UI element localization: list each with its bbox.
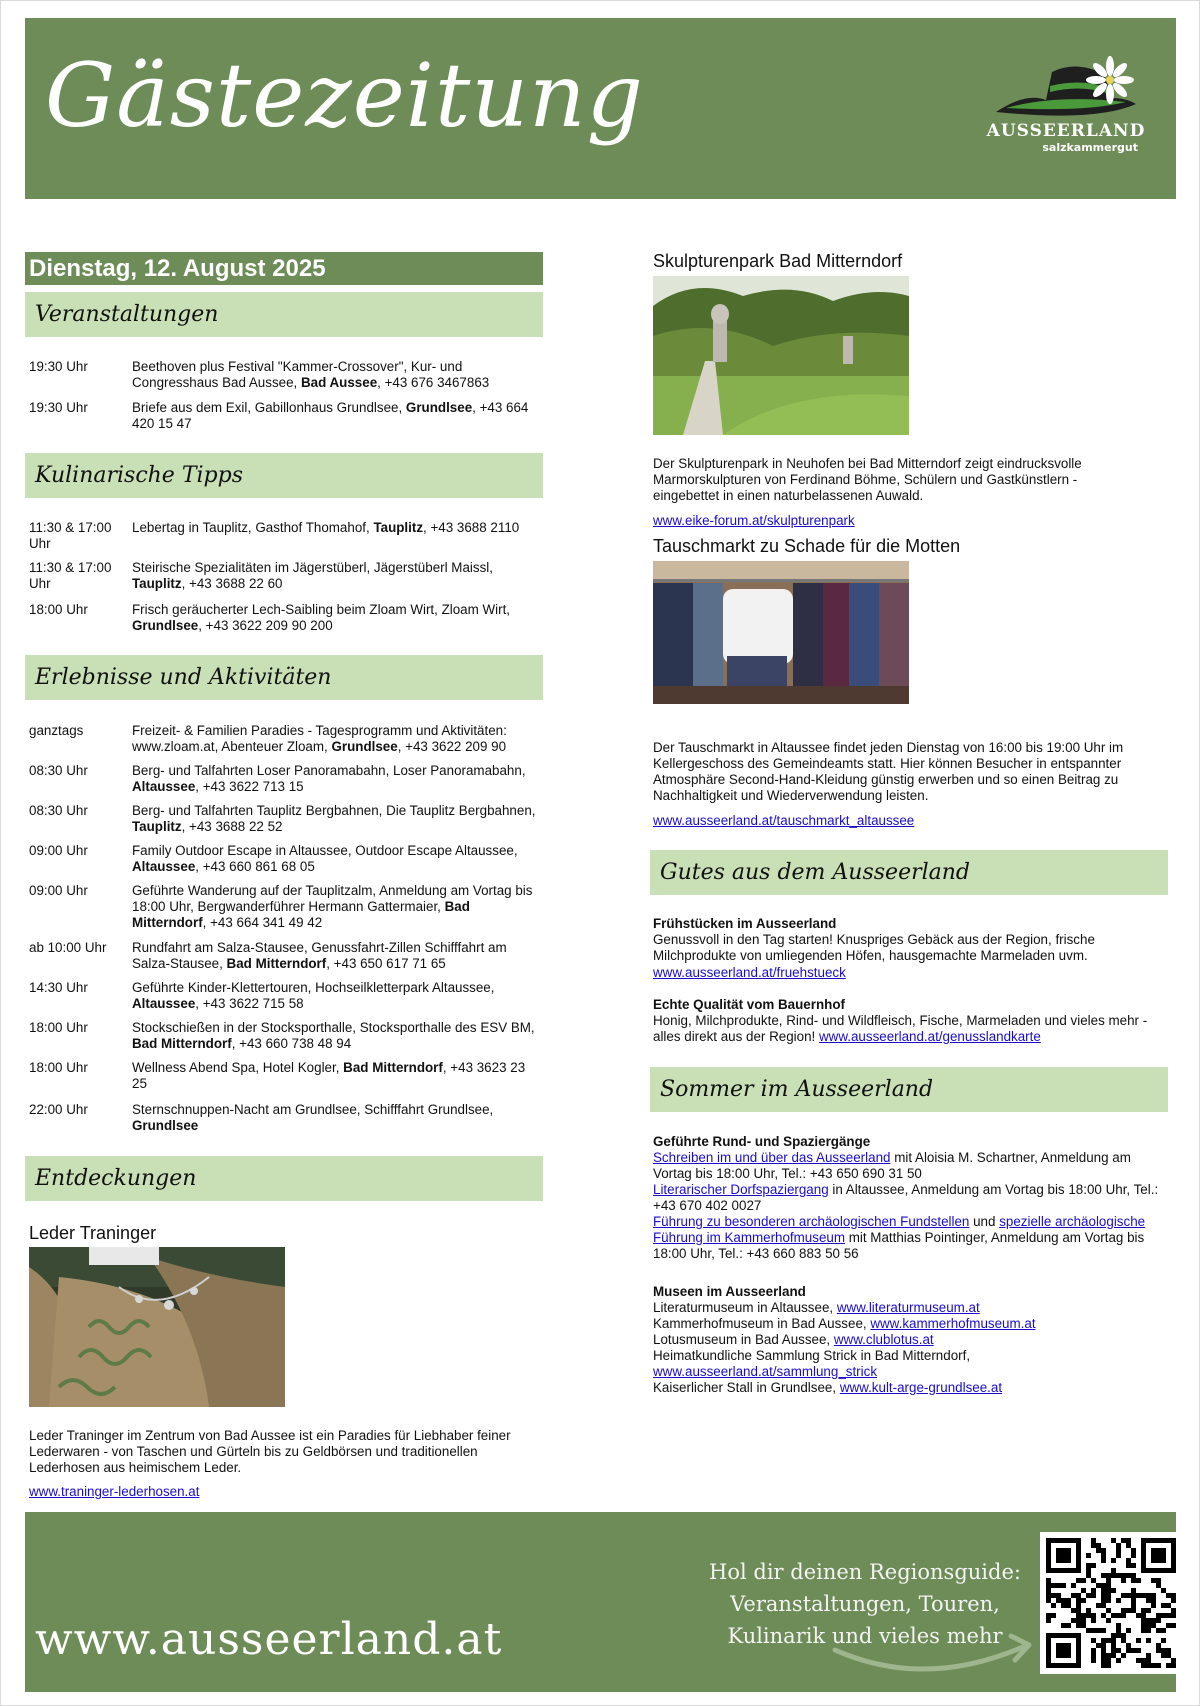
fruehstueck-text: Genussvoll in den Tag starten! Knuspriges Gebäck aus der Region, frische Milchprodukte von umliegenden Höfen, hausgemachte Marmeladen uvm. [653,932,1095,963]
event-phone: , +43 664 341 49 42 [202,915,323,930]
event-text: Berg- und Talfahrten Tauplitz Bergbahnen, Die Tauplitz Bergbahnen, [132,803,536,818]
section-entdeckungen [25,1156,543,1201]
tour-item [653,1182,1173,1214]
section-sommer [650,1067,1168,1112]
event-phone: , +43 650 617 71 65 [326,956,446,971]
event-description [132,1102,542,1134]
event-description [132,1020,542,1052]
event-text: Stockschießen in der Stocksporthalle, Stocksporthalle des ESV BM, [132,1020,535,1035]
tour-text: und [969,1214,1000,1229]
event-text: Family Outdoor Escape in Altaussee, Outdoor Escape Altaussee, [132,843,518,858]
skulpturenpark-link[interactable]: www.eike-forum.at/skulpturenpark [653,513,855,528]
section-veranstaltungen [25,292,543,337]
qr-code-icon [1046,1538,1176,1668]
footer-banner [25,1512,1176,1692]
guide-line: Hol dir deinen Regionsguide: [709,1560,1021,1584]
event-description [132,980,542,1012]
event-time: 09:00 Uhr [29,883,88,898]
tauschmarkt-link[interactable]: www.ausseerland.at/tauschmarkt_altaussee [653,813,915,828]
fruehstueck-heading: Frühstücken im Ausseerland [653,916,837,931]
event-place: Grundlsee [331,739,398,754]
museum-name: Kammerhofmuseum in Bad Aussee, [653,1316,871,1331]
event-place: Grundlsee [405,400,473,415]
event-time: 19:30 Uhr [29,400,88,415]
section-title: Gutes aus dem Ausseerland [660,860,971,885]
touren-list [653,1150,1173,1262]
event-description [132,763,542,795]
arrow-icon [825,1620,1045,1680]
museum-item [653,1300,1173,1316]
event-phone: , +43 3622 713 15 [195,779,304,794]
event-description [132,520,542,536]
event-place: Altaussee [132,779,196,794]
event-time: 08:30 Uhr [29,803,88,818]
event-text: Berg- und Talfahrten Loser Panoramabahn, Loser Panoramabahn, [132,763,526,778]
genusslandkarte-link[interactable]: www.ausseerland.at/genusslandkarte [818,1029,1041,1044]
event-phone: , +43 3688 22 52 [181,819,283,834]
museum-link[interactable]: www.kammerhofmuseum.at [870,1316,1036,1331]
event-place: Bad Mitterndorf [226,956,327,971]
event-phone: , +43 3623 23 25 [132,1060,526,1091]
museum-item [653,1316,1173,1332]
event-time: 22:00 Uhr [29,1102,88,1117]
guide-line: Veranstaltungen, Touren, [730,1592,1000,1616]
event-description [132,843,542,875]
event-time: 09:00 Uhr [29,843,88,858]
event-phone: , +43 664 420 15 47 [132,400,529,431]
museum-item [653,1348,1173,1380]
event-place: Tauplitz [132,576,182,591]
event-place: Bad Mitterndorf [132,1036,232,1051]
event-description [132,723,542,755]
event-phone: , +43 3622 209 90 200 [198,618,333,633]
event-phone: , +43 676 3467863 [377,375,490,390]
event-phone: , +43 3622 715 58 [195,996,304,1011]
event-place: Bad Mitterndorf [343,1060,443,1075]
section-title: Veranstaltungen [35,302,219,327]
museum-link[interactable]: www.literaturmuseum.at [836,1300,980,1315]
museum-name: Heimatkundliche Sammlung Strick in Bad Mitterndorf, [653,1348,971,1363]
leder-traninger-text: Leder Traninger im Zentrum von Bad Aussee ist ein Paradies für Liebhaber feiner Lederwaren - von Taschen und Gürteln bis zu Geldbörsen und traditionellen Lederhosen aus heimischem Leder. [29,1428,511,1475]
skulpturenpark-text: Der Skulpturenpark in Neuhofen bei Bad Mitterndorf zeigt eindrucksvolle Marmorskulpturen von Ferdinand Böhme, Schülern und Gastkünstlern - eingebettet in einen naturbelassenen Auwald. [653,456,1082,503]
event-text: Beethoven plus Festival "Kammer-Crossover", Kur- und Congresshaus Bad Aussee, [132,359,463,390]
event-description [132,1060,542,1092]
hat-icon [986,52,1146,122]
event-place: Bad Aussee [300,375,378,390]
event-place: Grundlsee [132,618,199,633]
bauernhof-text: Honig, Milchprodukte, Rind- und Wildfleisch, Fische, Marmeladen und vieles mehr - alles direkt aus der Region! [653,1013,1148,1044]
tauschmarkt-heading: Tauschmarkt zu Schade für die Motten [653,536,961,556]
museen-list [653,1300,1173,1396]
event-description [132,400,542,432]
touren-heading: Geführte Rund- und Spaziergänge [653,1134,871,1149]
bauernhof-text-block [653,1013,1153,1045]
tour-link[interactable]: Literarischer Dorfspaziergang [653,1182,829,1197]
museum-link[interactable]: www.kult-arge-grundlsee.at [839,1380,1003,1395]
event-text: Steirische Spezialitäten im Jägerstüberl, Jägerstüberl Maissl, [132,560,493,575]
event-phone: , +43 3622 209 90 [397,739,507,754]
event-text: Frisch geräucherter Lech-Saibling beim Zloam Wirt, Zloam Wirt, [132,602,511,617]
skulpturenpark-photo [653,276,909,435]
event-text: Lebertag in Tauplitz, Gasthof Thomahof, [132,520,374,535]
section-erlebnisse [25,655,543,700]
event-text: Briefe aus dem Exil, Gabillonhaus Grundlsee, [132,400,406,415]
leder-traninger-link[interactable]: www.traninger-lederhosen.at [29,1484,200,1499]
museum-item [653,1332,1173,1348]
event-time: 11:30 & 17:00 Uhr [29,520,112,551]
fruehstueck-link[interactable]: www.ausseerland.at/fruehstueck [653,965,846,980]
section-title: Kulinarische Tipps [35,463,243,488]
tauschmarkt-text: Der Tauschmarkt in Altaussee findet jeden Dienstag von 16:00 bis 19:00 Uhr im Kellergeschoss des Gemeindeamts statt. Hier können Besucher in entspannter Atmosphäre Second-Hand-Kleidung günstig erwerben und so einen Beitrag zu Nachhaltigkeit und Wiederverwendung leisten. [653,740,1124,803]
guide-line: Kulinarik und vieles mehr [727,1624,1003,1648]
event-time: 14:30 Uhr [29,980,88,995]
event-time: ganztags [29,723,84,738]
tour-text: mit Matthias Pointinger, Anmeldung am Vortag bis 18:00 Uhr, Tel.: +43 660 883 50 56 [653,1230,1145,1261]
event-time: ab 10:00 Uhr [29,940,107,955]
event-text: Sternschnuppen-Nacht am Grundlsee, Schifffahrt Grundlsee, [132,1102,494,1117]
event-place: Tauplitz [132,819,182,834]
event-description [132,883,542,931]
event-time: 18:00 Uhr [29,602,88,617]
tour-text: in Altaussee, Anmeldung am Vortag bis 18:00 Uhr, Tel.: +43 670 402 0027 [653,1182,1159,1213]
header-banner [25,18,1176,199]
museum-link[interactable]: www.clublotus.at [833,1332,934,1347]
event-time: 18:00 Uhr [29,1020,88,1035]
tour-link[interactable]: spezielle archäologische Führung im Kammerhofmuseum [653,1214,1146,1245]
bauernhof-heading: Echte Qualität vom Bauernhof [653,997,845,1012]
event-description [132,602,542,634]
tour-item [653,1214,1173,1262]
logo-subtitle: salzkammergut [1042,141,1138,154]
event-place: Bad Mitterndorf [132,899,470,930]
event-text: Wellness Abend Spa, Hotel Kogler, [132,1060,344,1075]
tour-link[interactable]: Führung zu besonderen archäologischen Fundstellen [653,1214,970,1229]
event-time: 11:30 & 17:00 Uhr [29,560,112,591]
section-title: Erlebnisse und Aktivitäten [35,665,332,690]
event-time: 19:30 Uhr [29,359,88,374]
event-text: Geführte Kinder-Klettertouren, Hochseilkletterpark Altaussee, [132,980,495,995]
section-gutes [650,850,1168,895]
event-phone: , +43 3688 22 60 [181,576,283,591]
lederhosen-photo [29,1247,285,1407]
museum-name: Lotusmuseum in Bad Aussee, [653,1332,834,1347]
event-text: Geführte Wanderung auf der Tauplitzalm, Anmeldung am Vortag bis 18:00 Uhr, Bergwanderführer Hermann Gattermaier, [132,883,533,914]
museum-item [653,1380,1173,1396]
event-text: Freizeit- & Familien Paradies - Tagesprogramm und Aktivitäten: www.zloam.at, Abenteuer Zloam, [132,723,507,754]
qr-code[interactable] [1040,1532,1182,1674]
museum-name: Kaiserlicher Stall in Grundlsee, [653,1380,840,1395]
event-description [132,940,542,972]
tauschmarkt-photo [653,561,909,704]
museum-name: Literaturmuseum in Altaussee, [653,1300,837,1315]
leder-traninger-heading: Leder Traninger [29,1223,157,1243]
section-title: Entdeckungen [35,1166,197,1191]
section-title: Sommer im Ausseerland [660,1077,934,1102]
ausseerland-logo[interactable] [986,52,1146,172]
event-text: Rundfahrt am Salza-Stausee, Genussfahrt-Zillen Schifffahrt am Salza-Stausee, [132,940,507,971]
section-kulinarik [25,453,543,498]
footer-website[interactable]: www.ausseerland.at [35,1614,503,1665]
event-phone: , +43 660 738 48 94 [231,1036,352,1051]
event-description [132,359,542,391]
event-description [132,560,542,592]
event-place: Grundlsee [132,1118,199,1133]
date-heading: Dienstag, 12. August 2025 [25,252,543,285]
museen-heading: Museen im Ausseerland [653,1284,806,1299]
event-time: 08:30 Uhr [29,763,88,778]
event-phone: , +43 3688 2110 [423,520,520,535]
tour-link[interactable]: Schreiben im und über das Ausseerland [653,1150,891,1165]
event-place: Tauplitz [373,520,424,535]
tour-item [653,1150,1173,1182]
tour-text: mit Aloisia M. Schartner, Anmeldung am Vortag bis 18:00 Uhr, Tel.: +43 650 690 31 50 [653,1150,1131,1181]
logo-wordmark: AUSSEERLAND [986,121,1146,141]
museum-link[interactable]: www.ausseerland.at/sammlung_strick [653,1364,878,1379]
event-time: 18:00 Uhr [29,1060,88,1075]
event-place: Altaussee [132,996,196,1011]
page-title: Gästezeitung [45,44,644,147]
skulpturenpark-heading: Skulpturenpark Bad Mitterndorf [653,251,903,271]
event-phone: , +43 660 861 68 05 [195,859,315,874]
event-description [132,803,542,835]
event-place: Altaussee [132,859,196,874]
